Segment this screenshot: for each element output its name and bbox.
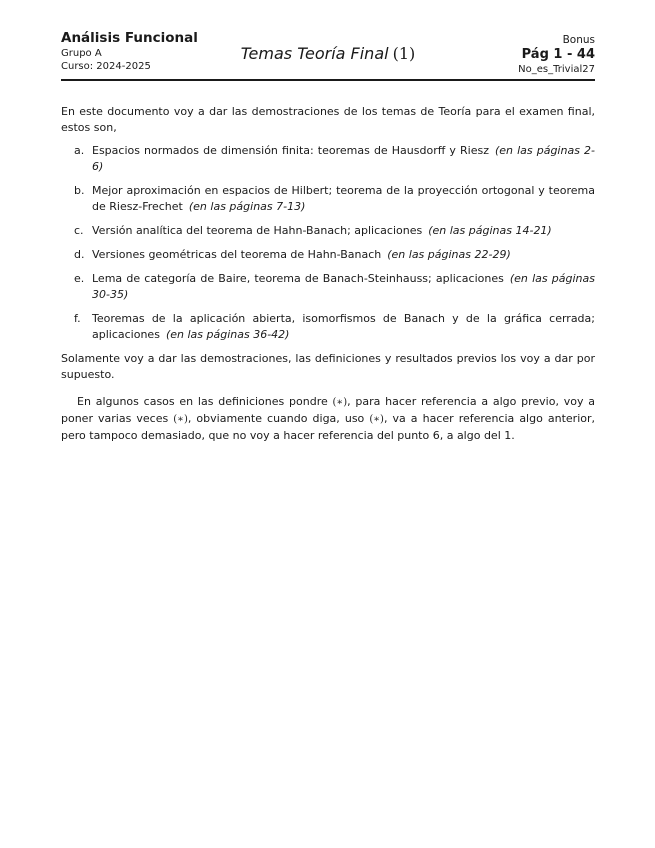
note-text: , obviamente cuando diga, uso [187, 412, 370, 425]
header-rule [61, 79, 595, 81]
topic-label: b. [74, 184, 85, 197]
topic-text: Espacios normados de dimensión finita: teoremas de Hausdorff y Riesz [92, 144, 489, 157]
topic-pages: (en las páginas 36-42) [165, 328, 290, 341]
topic-pages: (en las páginas 2-6) [92, 144, 595, 173]
topic-text: Versión analítica del teorema de Hahn-Banach; aplicaciones [92, 224, 423, 237]
document-title-text: Temas Teoría Final [240, 44, 389, 63]
topic-item [61, 311, 595, 343]
topic-pages: (en las páginas 7-13) [188, 200, 306, 213]
page-info [518, 33, 595, 77]
page-range: Pág 1 - 44 [521, 47, 595, 62]
course-title: Análisis Funcional [61, 30, 198, 46]
topic-label: c. [74, 224, 84, 237]
note-text: , para hacer referencia a algo previo, voy a poner varias veces [61, 395, 596, 425]
topic-label: f. [74, 312, 81, 325]
page-header [61, 30, 595, 79]
note-paragraph [61, 394, 595, 444]
asterisk-mark: (∗) [173, 414, 188, 425]
asterisk-mark: (∗) [369, 414, 384, 425]
topic-item [61, 247, 595, 263]
topic-text: Lema de categoría de Baire, teorema de Banach-Steinhauss; aplicaciones [92, 272, 504, 285]
intro-paragraph: En este documento voy a dar las demostraciones de los temas de Teoría para el examen final, estos son, [61, 105, 595, 134]
topic-item [61, 271, 595, 303]
bonus-label: Bonus [562, 34, 595, 46]
author-name: No_es_Trivial27 [518, 64, 595, 75]
topic-pages: (en las páginas 22-29) [387, 248, 511, 261]
document-number: (1) [392, 44, 416, 63]
group-label: Grupo A [61, 48, 102, 59]
topic-item [61, 183, 595, 215]
academic-year: Curso: 2024-2025 [61, 61, 151, 72]
document-body [61, 104, 595, 444]
topic-text: Mejor aproximación en espacios de Hilbert; teorema de la proyección ortogonal y teorema de Riesz-Frechet [92, 184, 595, 213]
document-title [61, 44, 595, 63]
topic-label: a. [74, 144, 85, 157]
topics-list [61, 143, 595, 343]
topic-pages: (en las páginas 30-35) [92, 272, 595, 301]
note-text: , va a hacer referencia algo anterior, pero tampoco demasiado, que no voy a hacer referencia del punto 6, a algo del 1. [61, 412, 596, 442]
topic-pages: (en las páginas 14-21) [428, 224, 552, 237]
topic-text: Versiones geométricas del teorema de Hahn-Banach [92, 248, 382, 261]
topic-label: d. [74, 248, 85, 261]
asterisk-mark: (∗) [332, 397, 348, 408]
closing-paragraph: Solamente voy a dar las demostraciones, las definiciones y resultados previos los voy a dar por supuesto. [61, 352, 595, 381]
topic-text: Teoremas de la aplicación abierta, isomorfismos de Banach y de la gráfica cerrada; aplicaciones [92, 312, 595, 341]
topic-item [61, 223, 595, 239]
topic-label: e. [74, 272, 85, 285]
note-text: En algunos casos en las definiciones pondre [77, 395, 333, 408]
topic-item [61, 143, 595, 175]
